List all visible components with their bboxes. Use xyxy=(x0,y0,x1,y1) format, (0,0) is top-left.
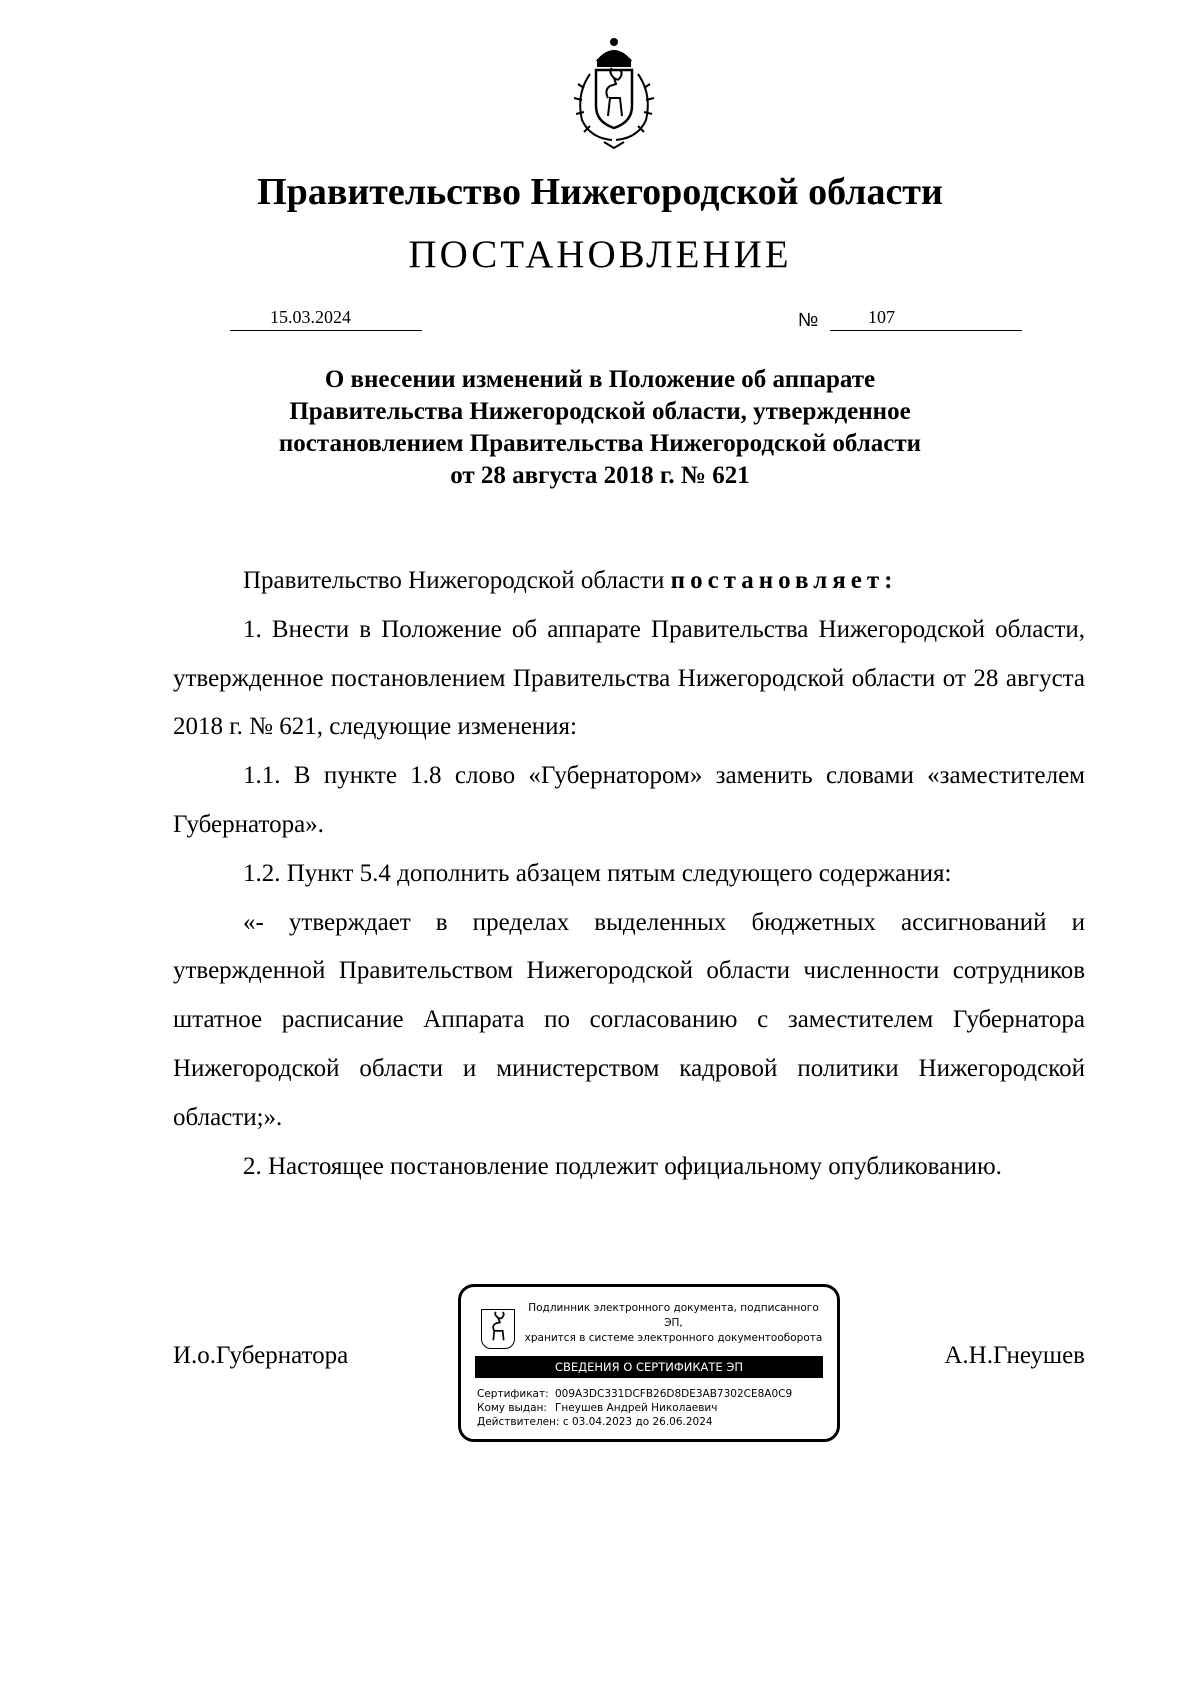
deer-icon xyxy=(481,1309,515,1349)
intro-paragraph xyxy=(173,557,1085,606)
paragraph-2: 2. Настоящее постановление подлежит официальному опубликованию. xyxy=(243,1152,1002,1180)
paragraph-1-2: 1.2. Пункт 5.4 дополнить абзацем пятым следующего содержания: xyxy=(243,859,952,887)
resolves-word: постановляет: xyxy=(670,567,898,594)
stamp-header xyxy=(521,1301,826,1346)
owner-value: Гнеушев Андрей Николаевич xyxy=(555,1402,718,1414)
cert-label: Сертификат: xyxy=(477,1388,549,1400)
intro-text: Правительство Нижегородской области xyxy=(243,567,671,594)
paragraph-1: 1. Внести в Положение об аппарате Правительства Нижегородской области, утвержденное постановлением Правительства Нижегородской области от 28 августа 2018 г. № 621, следующие изменения: xyxy=(173,615,1085,741)
subject-line: Правительства Нижегородской области, утвержденное xyxy=(289,398,911,425)
number-field xyxy=(830,306,1022,331)
document-number: 107 xyxy=(868,307,895,327)
subject-line: от 28 августа 2018 г. № 621 xyxy=(450,462,750,489)
organization-title: Правительство Нижегородской области xyxy=(257,171,943,213)
signatory-name: А.Н.Гнеушев xyxy=(944,1342,1085,1369)
document-body xyxy=(173,557,1085,1191)
signatory-position: И.о.Губернатора xyxy=(173,1342,349,1369)
stamp-header-line: Подлинник электронного документа, подписанного ЭП, xyxy=(528,1302,819,1329)
certificate-info xyxy=(477,1387,792,1429)
owner-label: Кому выдан: xyxy=(477,1402,547,1414)
certificate-bar: СВЕДЕНИЯ О СЕРТИФИКАТЕ ЭП xyxy=(475,1356,823,1378)
document-date: 15.03.2024 xyxy=(270,307,351,327)
document-type: ПОСТАНОВЛЕНИЕ xyxy=(408,233,792,276)
coat-of-arms-emblem xyxy=(568,34,660,152)
electronic-signature-stamp xyxy=(458,1284,840,1442)
paragraph-1-1: 1.1. В пункте 1.8 слово «Губернатором» заменить словами «заместителем Губернатора». xyxy=(173,762,1085,838)
stamp-header-line: хранится в системе электронного документооборота xyxy=(524,1332,823,1344)
validity: Действителен: с 03.04.2023 до 26.06.2024 xyxy=(477,1416,713,1428)
number-sign: № xyxy=(798,310,819,331)
subject-line: постановлением Правительства Нижегородской области xyxy=(278,430,922,457)
subject-line: О внесении изменений в Положение об аппарате xyxy=(324,366,876,393)
date-field xyxy=(230,306,422,331)
quote-paragraph: «- утверждает в пределах выделенных бюджетных ассигнований и утвержденной Правительством Нижегородской области численности сотрудников штатное расписание Аппарата по согласованию с заместителем Губернатора Нижегородской области и министерством кадровой политики Нижегородской области;». xyxy=(173,908,1085,1131)
document-subject xyxy=(180,364,1020,492)
cert-value: 009A3DC331DCFB26D8DE3AB7302CE8A0C9 xyxy=(555,1388,793,1400)
